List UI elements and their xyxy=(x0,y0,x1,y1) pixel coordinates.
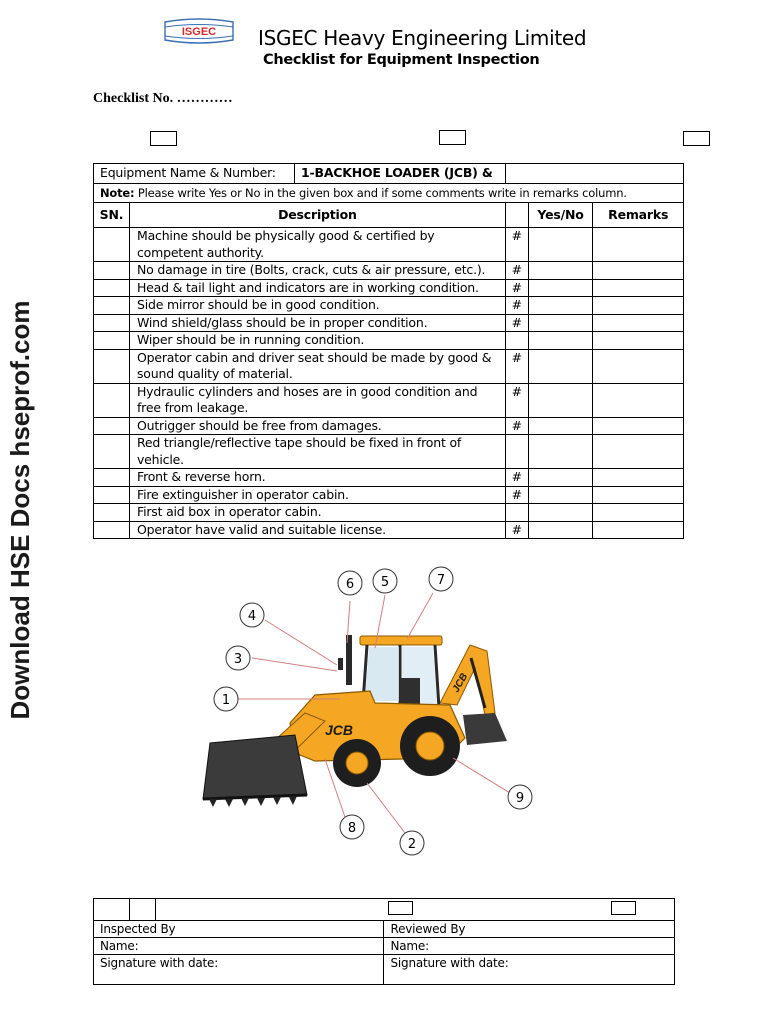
inspector-signature-field[interactable]: Signature with date: xyxy=(94,955,384,985)
row-yesno-field[interactable] xyxy=(528,228,593,262)
row-yesno-field[interactable] xyxy=(528,383,593,417)
row-description: Operator have valid and suitable license. xyxy=(129,521,505,539)
row-yesno-field[interactable] xyxy=(528,521,593,539)
row-description: Red triangle/reflective tape should be fixed in front of vehicle. xyxy=(129,435,505,469)
reviewer-signature-field[interactable]: Signature with date: xyxy=(384,955,675,985)
header-yesno: Yes/No xyxy=(528,203,593,228)
row-description: Head & tail light and indicators are in working condition. xyxy=(129,279,505,297)
brand-label-rear: JCB xyxy=(450,671,471,695)
checklist-table xyxy=(93,163,684,539)
svg-text:6: 6 xyxy=(345,577,355,592)
row-sn xyxy=(94,297,130,315)
row-yesno-field[interactable] xyxy=(528,314,593,332)
row-description: Side mirror should be in good condition. xyxy=(129,297,505,315)
row-marker: # xyxy=(505,228,528,262)
header-description: Description xyxy=(129,203,505,228)
row-yesno-field[interactable] xyxy=(528,349,593,383)
row-yesno-field[interactable] xyxy=(528,504,593,522)
signoff-role-row xyxy=(94,921,675,938)
header-remarks: Remarks xyxy=(593,203,684,228)
row-sn xyxy=(94,504,130,522)
reviewer-name-field[interactable]: Name: xyxy=(384,938,675,955)
table-row xyxy=(94,262,684,280)
front-bucket xyxy=(203,735,307,799)
table-row xyxy=(94,297,684,315)
signoff-name-row xyxy=(94,938,675,955)
callout-7 xyxy=(429,567,453,591)
signoff-table xyxy=(93,898,675,985)
row-remarks-field[interactable] xyxy=(593,297,684,315)
row-sn xyxy=(94,262,130,280)
row-remarks-field[interactable] xyxy=(593,469,684,487)
table-row xyxy=(94,349,684,383)
row-remarks-field[interactable] xyxy=(593,314,684,332)
row-remarks-field[interactable] xyxy=(593,228,684,262)
row-description: First aid box in operator cabin. xyxy=(129,504,505,522)
row-marker xyxy=(505,435,528,469)
row-marker: # xyxy=(505,521,528,539)
equipment-label: Equipment Name & Number: xyxy=(94,164,295,183)
row-remarks-field[interactable] xyxy=(593,349,684,383)
table-header xyxy=(94,203,684,228)
row-remarks-field[interactable] xyxy=(593,417,684,435)
backhoe-loader-figure xyxy=(195,563,540,863)
row-yesno-field[interactable] xyxy=(528,279,593,297)
rear-bucket xyxy=(463,713,507,745)
svg-text:1: 1 xyxy=(221,693,231,708)
callout-6 xyxy=(338,571,362,595)
isgec-logo xyxy=(163,18,235,44)
row-marker: # xyxy=(505,383,528,417)
header-sn: SN. xyxy=(94,203,130,228)
cab-roof xyxy=(360,636,442,645)
svg-text:2: 2 xyxy=(407,837,417,852)
row-sn xyxy=(94,417,130,435)
row-marker: # xyxy=(505,262,528,280)
row-remarks-field[interactable] xyxy=(593,332,684,350)
table-row xyxy=(94,383,684,417)
row-remarks-field[interactable] xyxy=(593,435,684,469)
row-marker: # xyxy=(505,417,528,435)
row-sn xyxy=(94,521,130,539)
table-row xyxy=(94,417,684,435)
row-description: Wind shield/glass should be in proper condition. xyxy=(129,314,505,332)
callout-2 xyxy=(400,831,424,855)
row-yesno-field[interactable] xyxy=(528,469,593,487)
svg-text:5: 5 xyxy=(380,575,390,590)
table-row xyxy=(94,279,684,297)
callout-4 xyxy=(240,603,264,627)
row-description: Outrigger should be free from damages. xyxy=(129,417,505,435)
row-marker: # xyxy=(505,486,528,504)
row-description: Front & reverse horn. xyxy=(129,469,505,487)
signoff-box-center[interactable] xyxy=(388,901,413,915)
row-sn xyxy=(94,486,130,504)
row-yesno-field[interactable] xyxy=(528,486,593,504)
row-remarks-field[interactable] xyxy=(593,486,684,504)
row-marker: # xyxy=(505,349,528,383)
company-name: ISGEC Heavy Engineering Limited xyxy=(258,26,587,50)
row-sn xyxy=(94,314,130,332)
signoff-box-right[interactable] xyxy=(611,901,636,915)
callout-3 xyxy=(226,646,250,670)
row-sn xyxy=(94,435,130,469)
entry-box-left[interactable] xyxy=(150,131,177,146)
signoff-signature-row xyxy=(94,955,675,985)
svg-text:9: 9 xyxy=(515,791,525,806)
row-remarks-field[interactable] xyxy=(593,521,684,539)
inspector-name-field[interactable]: Name: xyxy=(94,938,384,955)
row-description: No damage in tire (Bolts, crack, cuts & air pressure, etc.). xyxy=(129,262,505,280)
table-row xyxy=(94,469,684,487)
logo-text: ISGEC xyxy=(181,26,217,38)
row-remarks-field[interactable] xyxy=(593,262,684,280)
note-row xyxy=(94,183,684,203)
row-marker: # xyxy=(505,469,528,487)
signoff-top-row xyxy=(94,899,675,921)
row-marker: # xyxy=(505,297,528,315)
row-marker xyxy=(505,332,528,350)
table-row xyxy=(94,332,684,350)
brand-label-front: JCB xyxy=(325,722,354,738)
table-row xyxy=(94,314,684,332)
svg-text:4: 4 xyxy=(247,609,257,624)
row-sn xyxy=(94,469,130,487)
note-text: Please write Yes or No in the given box and if some comments write in remarks column. xyxy=(134,185,627,200)
row-description: Operator cabin and driver seat should be made by good & sound quality of material. xyxy=(129,349,505,383)
row-description: Machine should be physically good & certified by competent authority. xyxy=(129,228,505,262)
table-row xyxy=(94,504,684,522)
equipment-row xyxy=(94,164,684,184)
row-remarks-field[interactable] xyxy=(593,504,684,522)
row-sn xyxy=(94,332,130,350)
side-mirror xyxy=(338,658,343,670)
row-description: Fire extinguisher in operator cabin. xyxy=(129,486,505,504)
row-sn xyxy=(94,228,130,262)
row-description: Wiper should be in running condition. xyxy=(129,332,505,350)
row-yesno-field[interactable] xyxy=(528,297,593,315)
row-description: Hydraulic cylinders and hoses are in good condition and free from leakage. xyxy=(129,383,505,417)
callout-8 xyxy=(340,815,364,839)
row-marker: # xyxy=(505,314,528,332)
document-title: Checklist for Equipment Inspection xyxy=(263,52,540,68)
row-remarks-field[interactable] xyxy=(593,279,684,297)
row-yesno-field[interactable] xyxy=(528,332,593,350)
callout-1 xyxy=(214,687,238,711)
row-marker xyxy=(505,504,528,522)
callout-5 xyxy=(373,569,397,593)
watermark-text: Download HSE Docs hseprof.com xyxy=(5,300,35,720)
note-label: Note: xyxy=(100,185,135,200)
row-sn xyxy=(94,279,130,297)
entry-box-center[interactable] xyxy=(439,130,466,145)
row-yesno-field[interactable] xyxy=(528,262,593,280)
table-row xyxy=(94,521,684,539)
row-sn xyxy=(94,383,130,417)
reviewed-by-label: Reviewed By xyxy=(384,921,675,938)
equipment-value[interactable]: 1-BACKHOE LOADER (JCB) & xyxy=(301,165,493,180)
row-sn xyxy=(94,349,130,383)
table-row xyxy=(94,435,684,469)
table-row xyxy=(94,228,684,262)
svg-text:7: 7 xyxy=(436,573,446,588)
row-marker: # xyxy=(505,279,528,297)
row-yesno-field[interactable] xyxy=(528,417,593,435)
callout-9 xyxy=(508,785,532,809)
svg-text:3: 3 xyxy=(233,652,243,667)
row-remarks-field[interactable] xyxy=(593,383,684,417)
table-row xyxy=(94,486,684,504)
svg-text:8: 8 xyxy=(347,821,357,836)
row-yesno-field[interactable] xyxy=(528,435,593,469)
inspected-by-label: Inspected By xyxy=(94,921,384,938)
checklist-number: Checklist No. ………… xyxy=(93,91,233,106)
entry-box-right[interactable] xyxy=(683,131,710,146)
